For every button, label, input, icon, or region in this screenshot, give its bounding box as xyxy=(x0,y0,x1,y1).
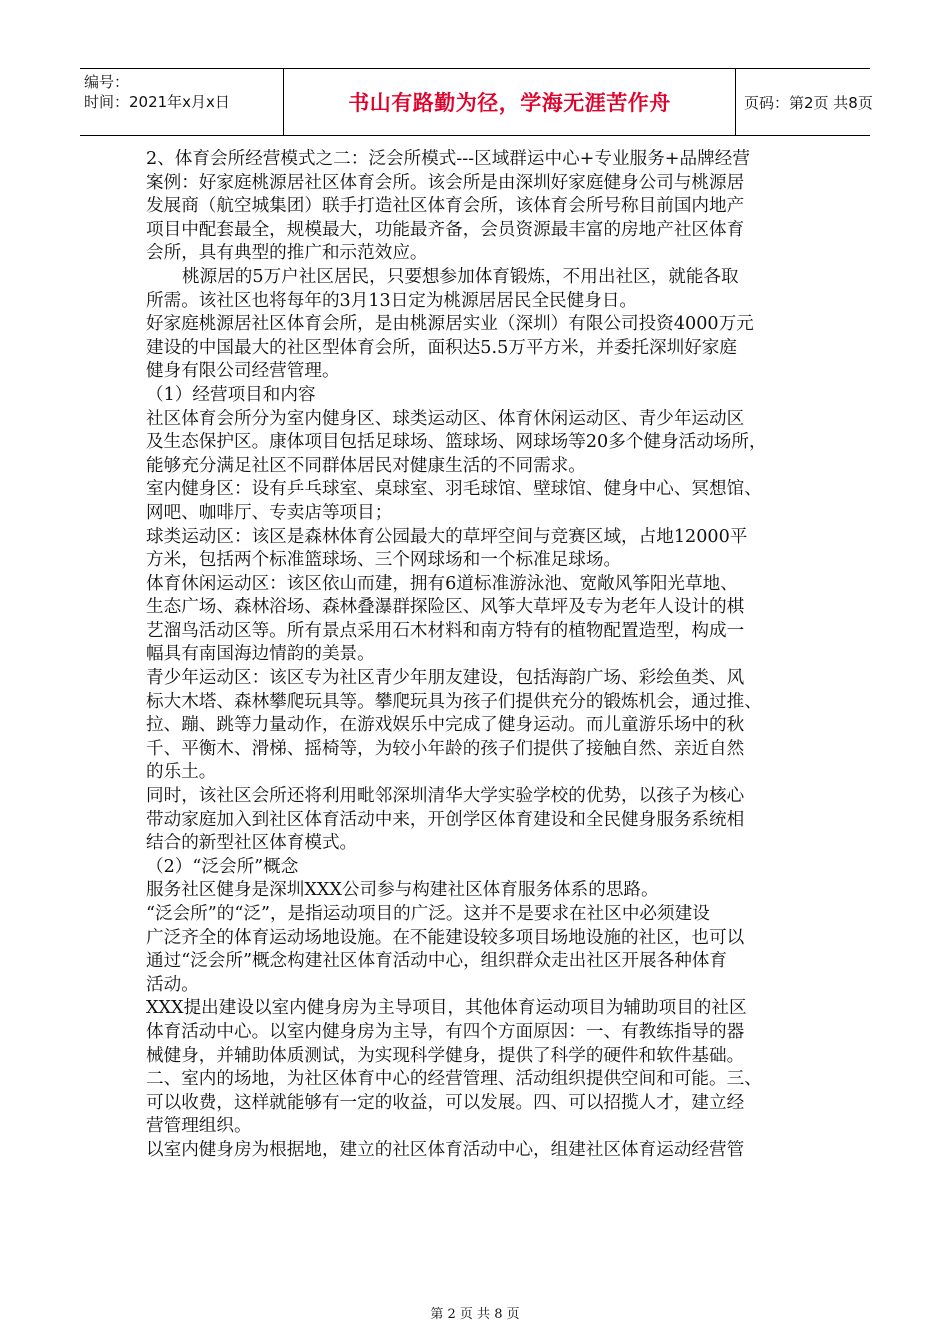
text-line: 发展商（航空城集团）联手打造社区体育会所，该体育会所号称目前国内地产 xyxy=(146,196,745,217)
text-line: 生态广场、森林浴场、森林叠瀑群探险区、风筝大草坪及专为老年人设计的棋 xyxy=(146,597,745,618)
text-line: 室内健身区：设有乒乓球室、桌球室、羽毛球馆、壁球馆、健身中心、冥想馆、 xyxy=(146,479,762,500)
page-code: 页码：第2页 共8页 xyxy=(744,93,873,112)
text-line: 广泛齐全的体育运动场地设施。在不能建设较多项目场地设施的社区，也可以 xyxy=(146,927,745,948)
text-line: 健身有限公司经营管理。 xyxy=(146,361,340,382)
header-meta-cell xyxy=(80,69,284,135)
text-line: 二、室内的场地，为社区体育中心的经营管理、活动组织提供空间和可能。三、 xyxy=(146,1069,762,1090)
text-line: （1）经营项目和内容 xyxy=(146,384,316,405)
text-line: 能够充分满足社区不同群体居民对健康生活的不同需求。 xyxy=(146,455,586,476)
text-line: 活动。 xyxy=(146,974,199,995)
text-line: 所需。该社区也将每年的3月13日定为桃源居居民全民健身日。 xyxy=(146,290,638,311)
text-line: XXX提出建设以室内健身房为主导项目，其他体育运动项目为辅助项目的社区 xyxy=(146,998,747,1019)
text-line: 拉、蹦、跳等力量动作，在游戏娱乐中完成了健身运动。而儿童游乐场中的秋 xyxy=(146,715,745,736)
text-line: 械健身，并辅助体质测试，为实现科学健身，提供了科学的硬件和软件基础。 xyxy=(146,1045,745,1066)
text-line: 案例：好家庭桃源居社区体育会所。该会所是由深圳好家庭健身公司与桃源居 xyxy=(146,172,745,193)
text-line: 以室内健身房为根据地，建立的社区体育活动中心，组建社区体育运动经营管 xyxy=(146,1139,745,1160)
text-line: “泛会所”的“泛”，是指运动项目的广泛。这并不是要求在社区中必须建设 xyxy=(146,904,710,924)
text-line: 网吧、咖啡厅、专卖店等项目； xyxy=(146,502,393,523)
text-line: 建设的中国最大的社区型体育会所，面积达5.5万平方米，并委托深圳好家庭 xyxy=(146,337,737,358)
document-date: 时间：2021年x月x日 xyxy=(84,93,230,111)
document-header xyxy=(80,68,873,136)
text-line: 社区体育会所分为室内健身区、球类运动区、体育休闲运动区、青少年运动区 xyxy=(146,408,745,429)
body-text xyxy=(146,148,816,1163)
text-line: 结合的新型社区体育模式。 xyxy=(146,833,358,854)
text-line: 体育活动中心。以室内健身房为主导，有四个方面原因：一、有教练指导的器 xyxy=(146,1021,745,1042)
text-line: 2、体育会所经营模式之二：泛会所模式---区域群运中心+专业服务+品牌经营 xyxy=(146,149,750,169)
text-line: （2）“泛会所”概念 xyxy=(146,856,299,877)
text-line: 桃源居的5万户社区居民，只要想参加体育锻炼，不用出社区，就能各取 xyxy=(182,266,739,287)
text-line: 标大木塔、森林攀爬玩具等。攀爬玩具为孩子们提供充分的锻炼机会，通过推、 xyxy=(146,691,762,712)
text-line: 的乐土。 xyxy=(146,762,217,783)
text-line: 方米，包括两个标准篮球场、三个网球场和一个标准足球场。 xyxy=(146,550,622,571)
text-line: 体育休闲运动区：该区依山而建，拥有6道标准游泳池、宽敞风筝阳光草地、 xyxy=(146,573,738,594)
text-line: 可以收费，这样就能够有一定的收益，可以发展。四、可以招揽人才，建立经 xyxy=(146,1092,745,1113)
header-page-cell xyxy=(736,69,873,135)
text-line: 服务社区健身是深圳XXX公司参与构建社区体育服务体系的思路。 xyxy=(146,880,659,901)
text-line: 营管理组织。 xyxy=(146,1116,252,1137)
text-line: 会所，具有典型的推广和示范效应。 xyxy=(146,243,428,264)
text-line: 艺溜鸟活动区等。所有景点采用石木材料和南方特有的植物配置造型，构成一 xyxy=(146,620,745,641)
text-line: 带动家庭加入到社区体育活动中来，开创学区体育建设和全民健身服务系统相 xyxy=(146,809,745,830)
page-footer: 第 2 页 共 8 页 xyxy=(430,1307,520,1322)
text-line: 球类运动区：该区是森林体育公园最大的草坪空间与竞赛区域，占地12000平 xyxy=(146,526,748,547)
text-line: 通过“泛会所”概念构建社区体育活动中心，组织群众走出社区开展各种体育 xyxy=(146,951,727,972)
text-line: 幅具有南国海边情韵的美景。 xyxy=(146,644,375,665)
text-line: 同时，该社区会所还将利用毗邻深圳清华大学实验学校的优势，以孩子为核心 xyxy=(146,786,745,807)
text-line: 好家庭桃源居社区体育会所，是由桃源居实业（深圳）有限公司投资4000万元 xyxy=(146,314,754,335)
motto-text: 书山有路勤为径，学海无涯苦作舟 xyxy=(348,91,671,115)
document-number-label: 编号： xyxy=(84,73,130,91)
header-motto-cell xyxy=(284,69,736,135)
text-line: 项目中配套最全，规模最大，功能最齐备，会员资源最丰富的房地产社区体育 xyxy=(146,219,745,240)
text-line: 青少年运动区：该区专为社区青少年朋友建设，包括海韵广场、彩绘鱼类、风 xyxy=(146,668,745,689)
text-line: 及生态保护区。康体项目包括足球场、篮球场、网球场等20多个健身活动场所， xyxy=(146,432,767,453)
text-line: 千、平衡木、滑梯、摇椅等，为较小年龄的孩子们提供了接触自然、亲近自然 xyxy=(146,738,745,759)
